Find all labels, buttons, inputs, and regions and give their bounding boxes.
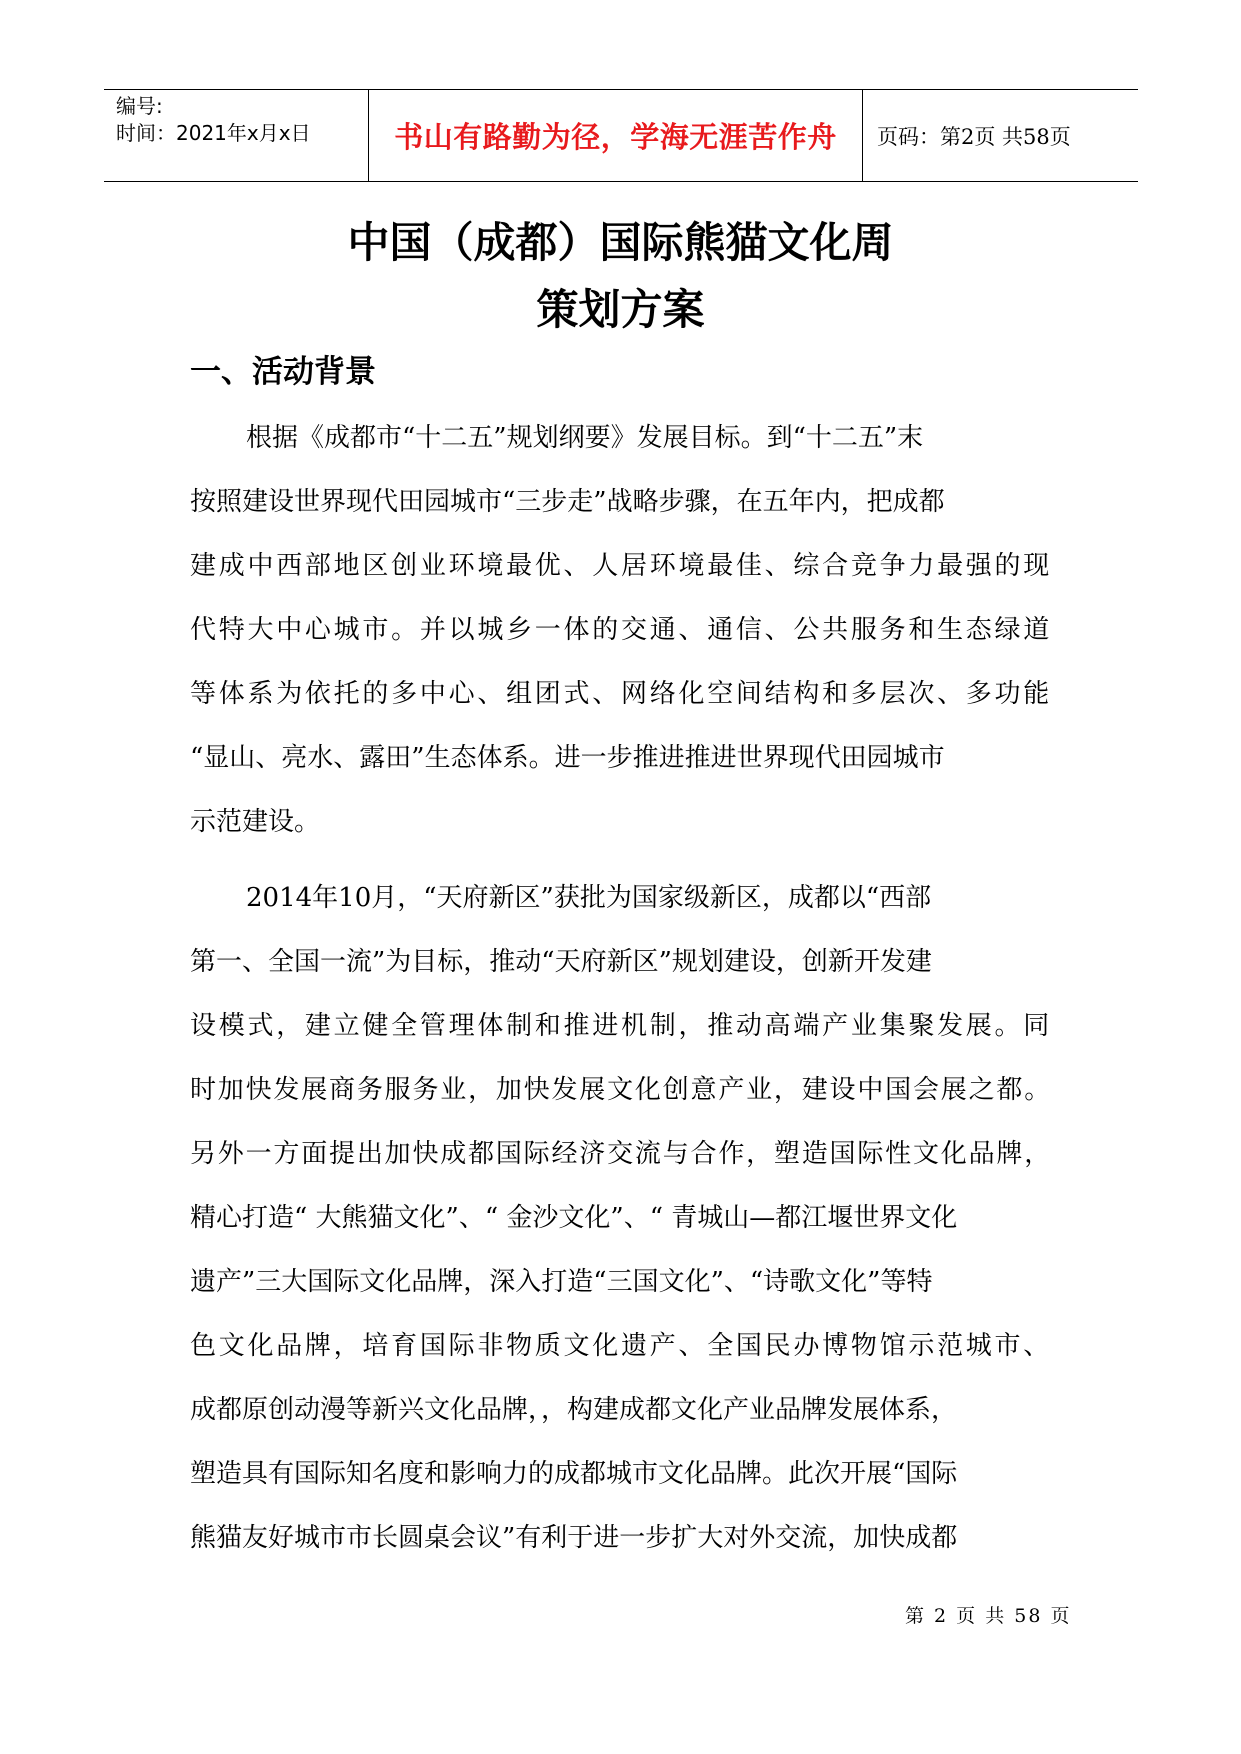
- paragraph-line: 时加快发展商务服务业，加快发展文化创意产业，建设中国会展之都。: [190, 1075, 1053, 1105]
- paragraph-line: 设模式，建立健全管理体制和推进机制，推动高端产业集聚发展。同: [190, 1011, 1053, 1041]
- document-title-line-1: 中国（成都）国际熊猫文化周: [347, 218, 894, 267]
- paragraph-line: “显山、亮水、露田”生态体系。进一步推进推进世界现代田园城市: [190, 743, 945, 773]
- paragraph-line: 色文化品牌，培育国际非物质文化遗产、全国民办博物馆示范城市、: [190, 1331, 1053, 1361]
- paragraph-line: 2014年10月，“天府新区”获批为国家级新区，成都以“西部: [246, 883, 932, 913]
- paragraph-line: 另外一方面提出加快成都国际经济交流与合作，塑造国际性文化品牌，: [190, 1139, 1053, 1169]
- paragraph-line: 精心打造“ 大熊猫文化”、“ 金沙文化”、“ 青城山—都江堰世界文化: [190, 1203, 958, 1233]
- section-heading: 一、活动背景: [190, 354, 376, 390]
- paragraph-line: 塑造具有国际知名度和影响力的成都城市文化品牌。此次开展“国际: [190, 1459, 958, 1489]
- paragraph-line: 第一、全国一流”为目标，推动“天府新区”规划建设，创新开发建: [190, 947, 932, 977]
- paragraph-line: 熊猫友好城市市长圆桌会议”有利于进一步扩大对外交流，加快成都: [190, 1523, 958, 1553]
- paragraph-line: 建成中西部地区创业环境最优、人居环境最佳、综合竞争力最强的现: [190, 551, 1053, 581]
- page-header: [104, 89, 1138, 182]
- header-motto: 书山有路勤为径，学海无涯苦作舟: [394, 120, 837, 154]
- paragraph-line: 根据《成都市“十二五”规划纲要》发展目标。到“十二五”末: [246, 423, 924, 453]
- paragraph-line: 示范建设。: [190, 807, 321, 837]
- document-title-line-2: 策划方案: [536, 285, 705, 334]
- paragraph-line: 遗产”三大国际文化品牌，深入打造“三国文化”、“诗歌文化”等特: [190, 1267, 933, 1297]
- paragraph-line: 等体系为依托的多中心、组团式、网络化空间结构和多层次、多功能: [190, 679, 1053, 709]
- paragraph-line: 代特大中心城市。并以城乡一体的交通、通信、公共服务和生态绿道: [190, 615, 1053, 645]
- header-meta-cell: [104, 90, 369, 181]
- page-footer-number: 第 2 页 共 58 页: [905, 1605, 1072, 1627]
- document-number-label: 编号:: [116, 94, 163, 118]
- paragraph-line: 成都原创动漫等新兴文化品牌，，构建成都文化产业品牌发展体系，: [190, 1395, 958, 1425]
- header-page-cell: [863, 90, 1138, 181]
- document-time-label: 时间：2021年x月x日: [116, 121, 311, 145]
- header-page-info: 页码：第2页 共58页: [877, 124, 1071, 149]
- header-motto-cell: [369, 90, 863, 181]
- paragraph-line: 按照建设世界现代田园城市“三步走”战略步骤，在五年内，把成都: [190, 487, 945, 517]
